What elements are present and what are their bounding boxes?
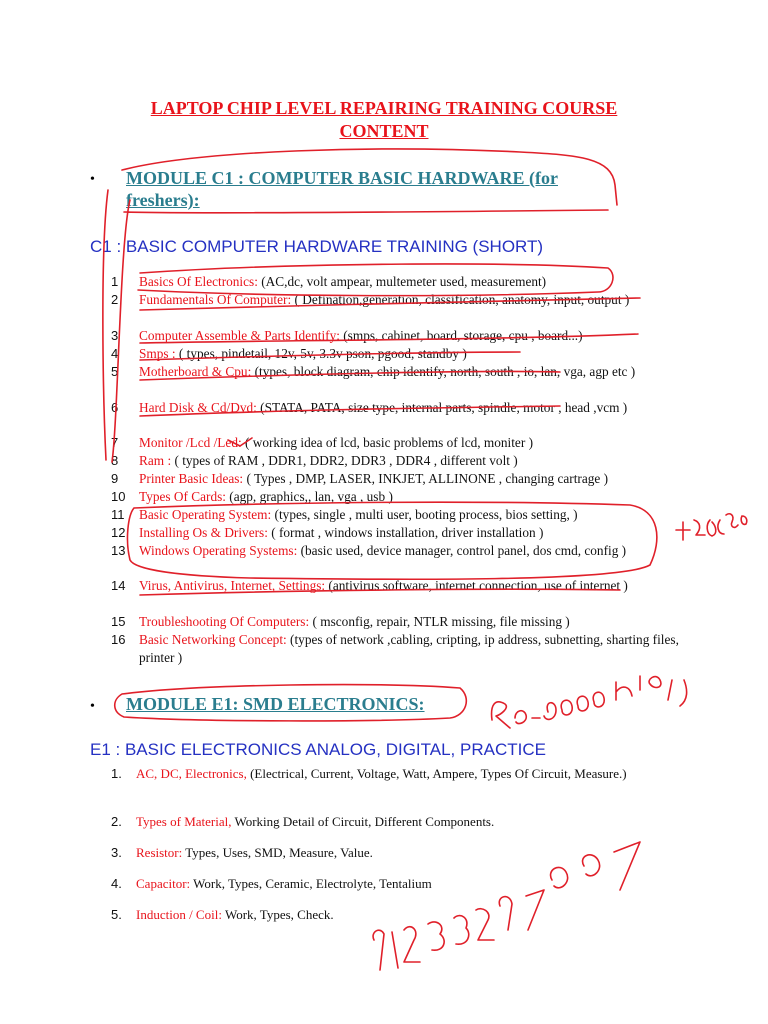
title-line-2: CONTENT [339,121,429,141]
list-item [111,488,699,506]
item-number: 1. [111,766,122,781]
list-item [111,363,699,381]
item-detail: ( format , windows installation, driver installation ) [267,525,544,540]
item-detail: ( types, pindetail, 12v, 5v, 3.3v pson, pgood, standby ) [175,346,467,361]
list-item [111,631,699,667]
module-c1-line-1: MODULE C1 : COMPUTER BASIC HARDWARE (for [126,168,558,188]
item-key: Virus, Antivirus, Internet, Settings: [139,578,326,593]
list-item [111,875,676,892]
item-key: Printer Basic Ideas: [139,471,244,486]
list-item [111,613,699,631]
item-number: 4. [111,876,122,891]
bullet-icon: • [90,172,95,187]
item-detail: (AC,dc, volt ampear, multemeter used, measurement) [257,274,547,289]
list-item [111,765,676,782]
item-number: 13 [111,543,126,558]
item-detail: (types of network ,cabling, cripting, ip address, subnetting, sharting files, printer ) [139,632,679,665]
item-key: Fundamentals Of Computer: [139,292,292,307]
list-item [111,327,699,345]
item-number: 15 [111,614,126,629]
list-item [111,844,676,861]
item-key: Types Of Cards: [139,489,226,504]
item-detail: ( msconfig, repair, NTLR missing, file missing ) [309,614,570,629]
list-item [111,906,676,923]
item-number: 2 [111,292,119,307]
item-key: Capacitor: [136,876,191,891]
module-e1-heading: MODULE E1: SMD ELECTRONICS: [126,694,425,714]
item-key: Motherboard & Cpu: [139,364,252,379]
list-item [111,506,699,524]
item-key: Windows Operating Systems: [139,543,298,558]
list-item [111,273,699,291]
module-c1-heading [126,167,558,211]
price-rs-5000-half-ink [492,676,687,728]
item-detail: Working Detail of Circuit, Different Components. [231,814,495,829]
list-item [111,577,699,595]
item-key: Induction / Coil: [136,907,222,922]
item-key: AC, DC, Electronics, [136,766,247,781]
item-number: 14 [111,578,126,593]
item-number: 3. [111,845,122,860]
item-detail: ( Defination,generation, classification, anatomy, input, output ) [291,292,630,307]
list-item [111,542,699,560]
item-number: 8 [111,453,119,468]
list-item [111,434,699,452]
list-item [111,524,699,542]
item-key: Troubleshooting Of Computers: [139,614,310,629]
list-item [111,345,699,363]
item-key: Basic Operating System: [139,507,272,522]
section-e1-heading: E1 : BASIC ELECTRONICS ANALOG, DIGITAL, PRACTICE [90,740,546,759]
item-number: 7 [111,435,119,450]
section-c1-heading: C1 : BASIC COMPUTER HARDWARE TRAINING (SHORT) [90,237,544,256]
item-key: Resistor: [136,845,183,860]
item-number: 5 [111,364,119,379]
item-key: Computer Assemble & Parts Identify: [139,328,340,343]
item-number: 6 [111,400,119,415]
item-number: 16 [111,632,126,647]
item-detail: Work, Types, Check. [221,907,334,922]
item-number: 10 [111,489,126,504]
list-item [111,291,699,309]
item-detail: (basic used, device manager, control panel, dos cmd, config ) [297,543,627,558]
item-key: Monitor /Lcd /Led: [139,435,242,450]
list-item [111,813,676,830]
module-c1-line-2: freshers): [126,190,200,210]
item-detail: Types, Uses, SMD, Measure, Value. [182,845,373,860]
item-key: Hard Disk & Cd/Dvd: [139,400,257,415]
item-detail: ( Types , DMP, LASER, INKJET, ALLINONE , changing cartrage ) [243,471,609,486]
item-number: 12 [111,525,126,540]
item-detail: (types, block diagram, chip identify, north, south , io, lan, vga, agp etc ) [251,364,636,379]
item-number: 11 [111,507,125,522]
item-detail: (types, single , multi user, booting process, bios setting, ) [271,507,578,522]
title-line-1: LAPTOP CHIP LEVEL REPAIRING TRAINING COURSE [150,98,618,118]
item-number: 3 [111,328,119,343]
list-item [111,452,699,470]
item-key: Basic Networking Concept: [139,632,287,647]
item-detail: (STATA, PATA, size type, internal parts, spindle, motor , head ,vcm ) [256,400,628,415]
item-detail: Work, Types, Ceramic, Electrolyte, Tentalium [190,876,432,891]
item-detail: ( working idea of lcd, basic problems of lcd, moniter ) [241,435,534,450]
item-key: Basics Of Electronics: [139,274,258,289]
item-detail: (antivirus software, internet connection, use of internet ) [325,578,628,593]
item-key: Smps : [139,346,176,361]
item-detail: ( types of RAM , DDR1, DDR2, DDR3 , DDR4 , different volt ) [171,453,518,468]
item-number: 2. [111,814,122,829]
item-key: Ram : [139,453,172,468]
item-number: 9 [111,471,119,486]
item-number: 4 [111,346,119,361]
item-detail: (agp, graphics,, lan, vga , usb ) [225,489,393,504]
list-item [111,399,699,417]
item-key: Installing Os & Drivers: [139,525,268,540]
item-number: 5. [111,907,122,922]
bullet-icon: • [90,699,95,714]
item-detail: (smps, cabinet, board, storage, cpu , board...) [339,328,583,343]
item-number: 1 [111,274,119,289]
item-key: Types of Material, [136,814,232,829]
list-item [111,470,699,488]
item-detail: (Electrical, Current, Voltage, Watt, Ampere, Types Of Circuit, Measure.) [246,766,627,781]
